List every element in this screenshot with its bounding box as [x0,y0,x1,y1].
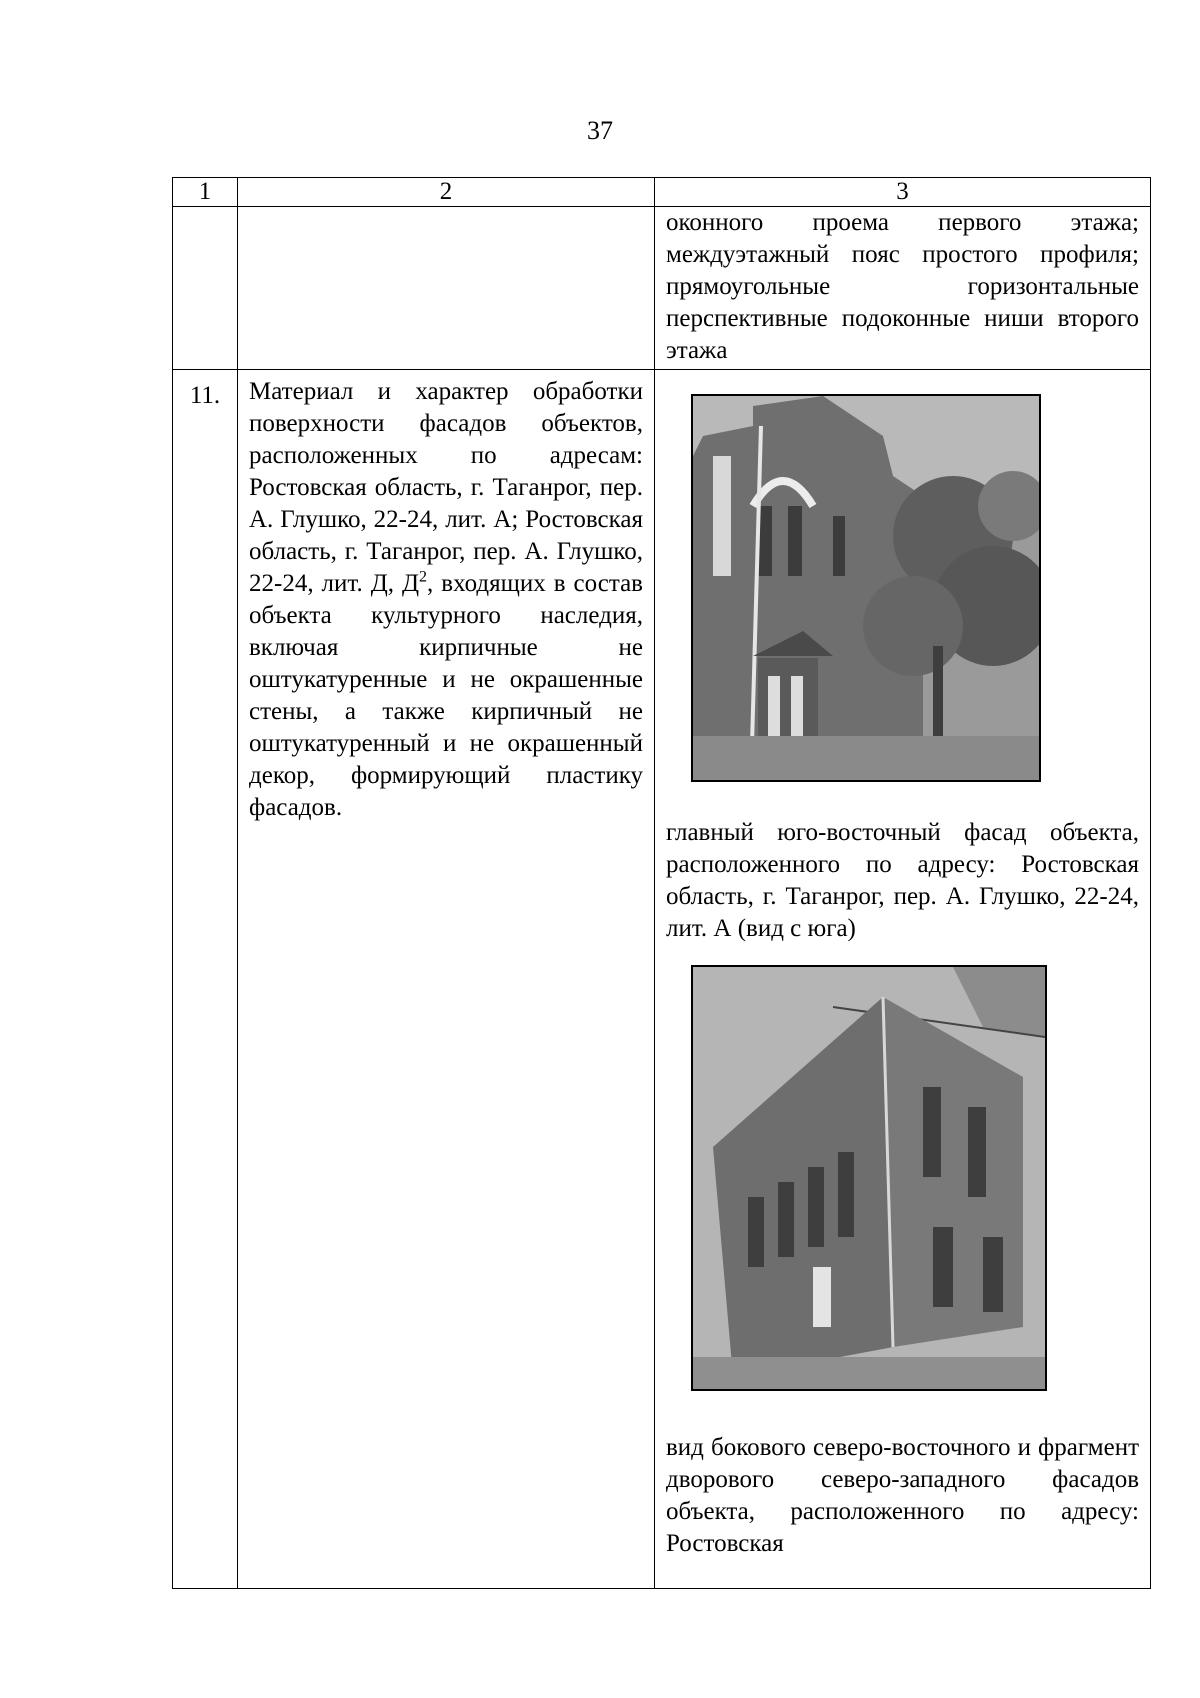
photo1-caption: главный юго-восточный фасад объекта, расположенного по адресу: Ростовская область, г. Таганрог, пер. А. Глушко, 22-24, лит. А (вид с юга) [666,819,1139,942]
header-col-3: 3 [655,178,1151,207]
header-col-2: 2 [238,178,655,207]
page-number: 37 [587,116,613,145]
heritage-table [172,177,1151,1589]
table-header-row [173,178,1151,207]
row-photos-cell [655,370,1151,1589]
row-number: 11. [173,370,238,1589]
facade-photo-south-east [691,394,1041,782]
continuation-text: оконного проема первого этажа; междуэтажный пояс простого профиля; прямоугольные горизонтальные перспективные подоконные ниши второго этажа [655,207,1151,370]
photo2-caption: вид бокового северо-восточного и фрагмент дворового северо-западного фасадов объекта, расположенного по адресу: Ростовская [666,1434,1139,1557]
table-row-11 [173,370,1151,1589]
description-superscript: 2 [419,568,428,586]
facade-photo-south-east-image [693,396,1039,780]
continuation-col-2 [238,207,655,370]
facade-photo-north-east [691,965,1047,1391]
continuation-col-1 [173,207,238,370]
description-text: Материал и характер обработки поверхности фасадов объектов, расположенных по адресам: Ростовская область, г. Таганрог, пер. А. Глушко, 22-24, лит. А; Ростовская область, г. Таганрог, пер. А. Глушко, 22-24, лит. Д, Д [249,378,643,597]
continuation-row [173,207,1151,370]
facade-photo-north-east-image [693,967,1045,1389]
row-description [238,370,655,1589]
description-text-continued: , входящих в состав объекта культурного наследия, включая кирпичные не оштукатуренные и не окрашенные стены, а также кирпичный не оштукатуренный и не окрашенный декор, формирующий пластику фасадов. [249,570,643,821]
header-col-1: 1 [173,178,238,207]
